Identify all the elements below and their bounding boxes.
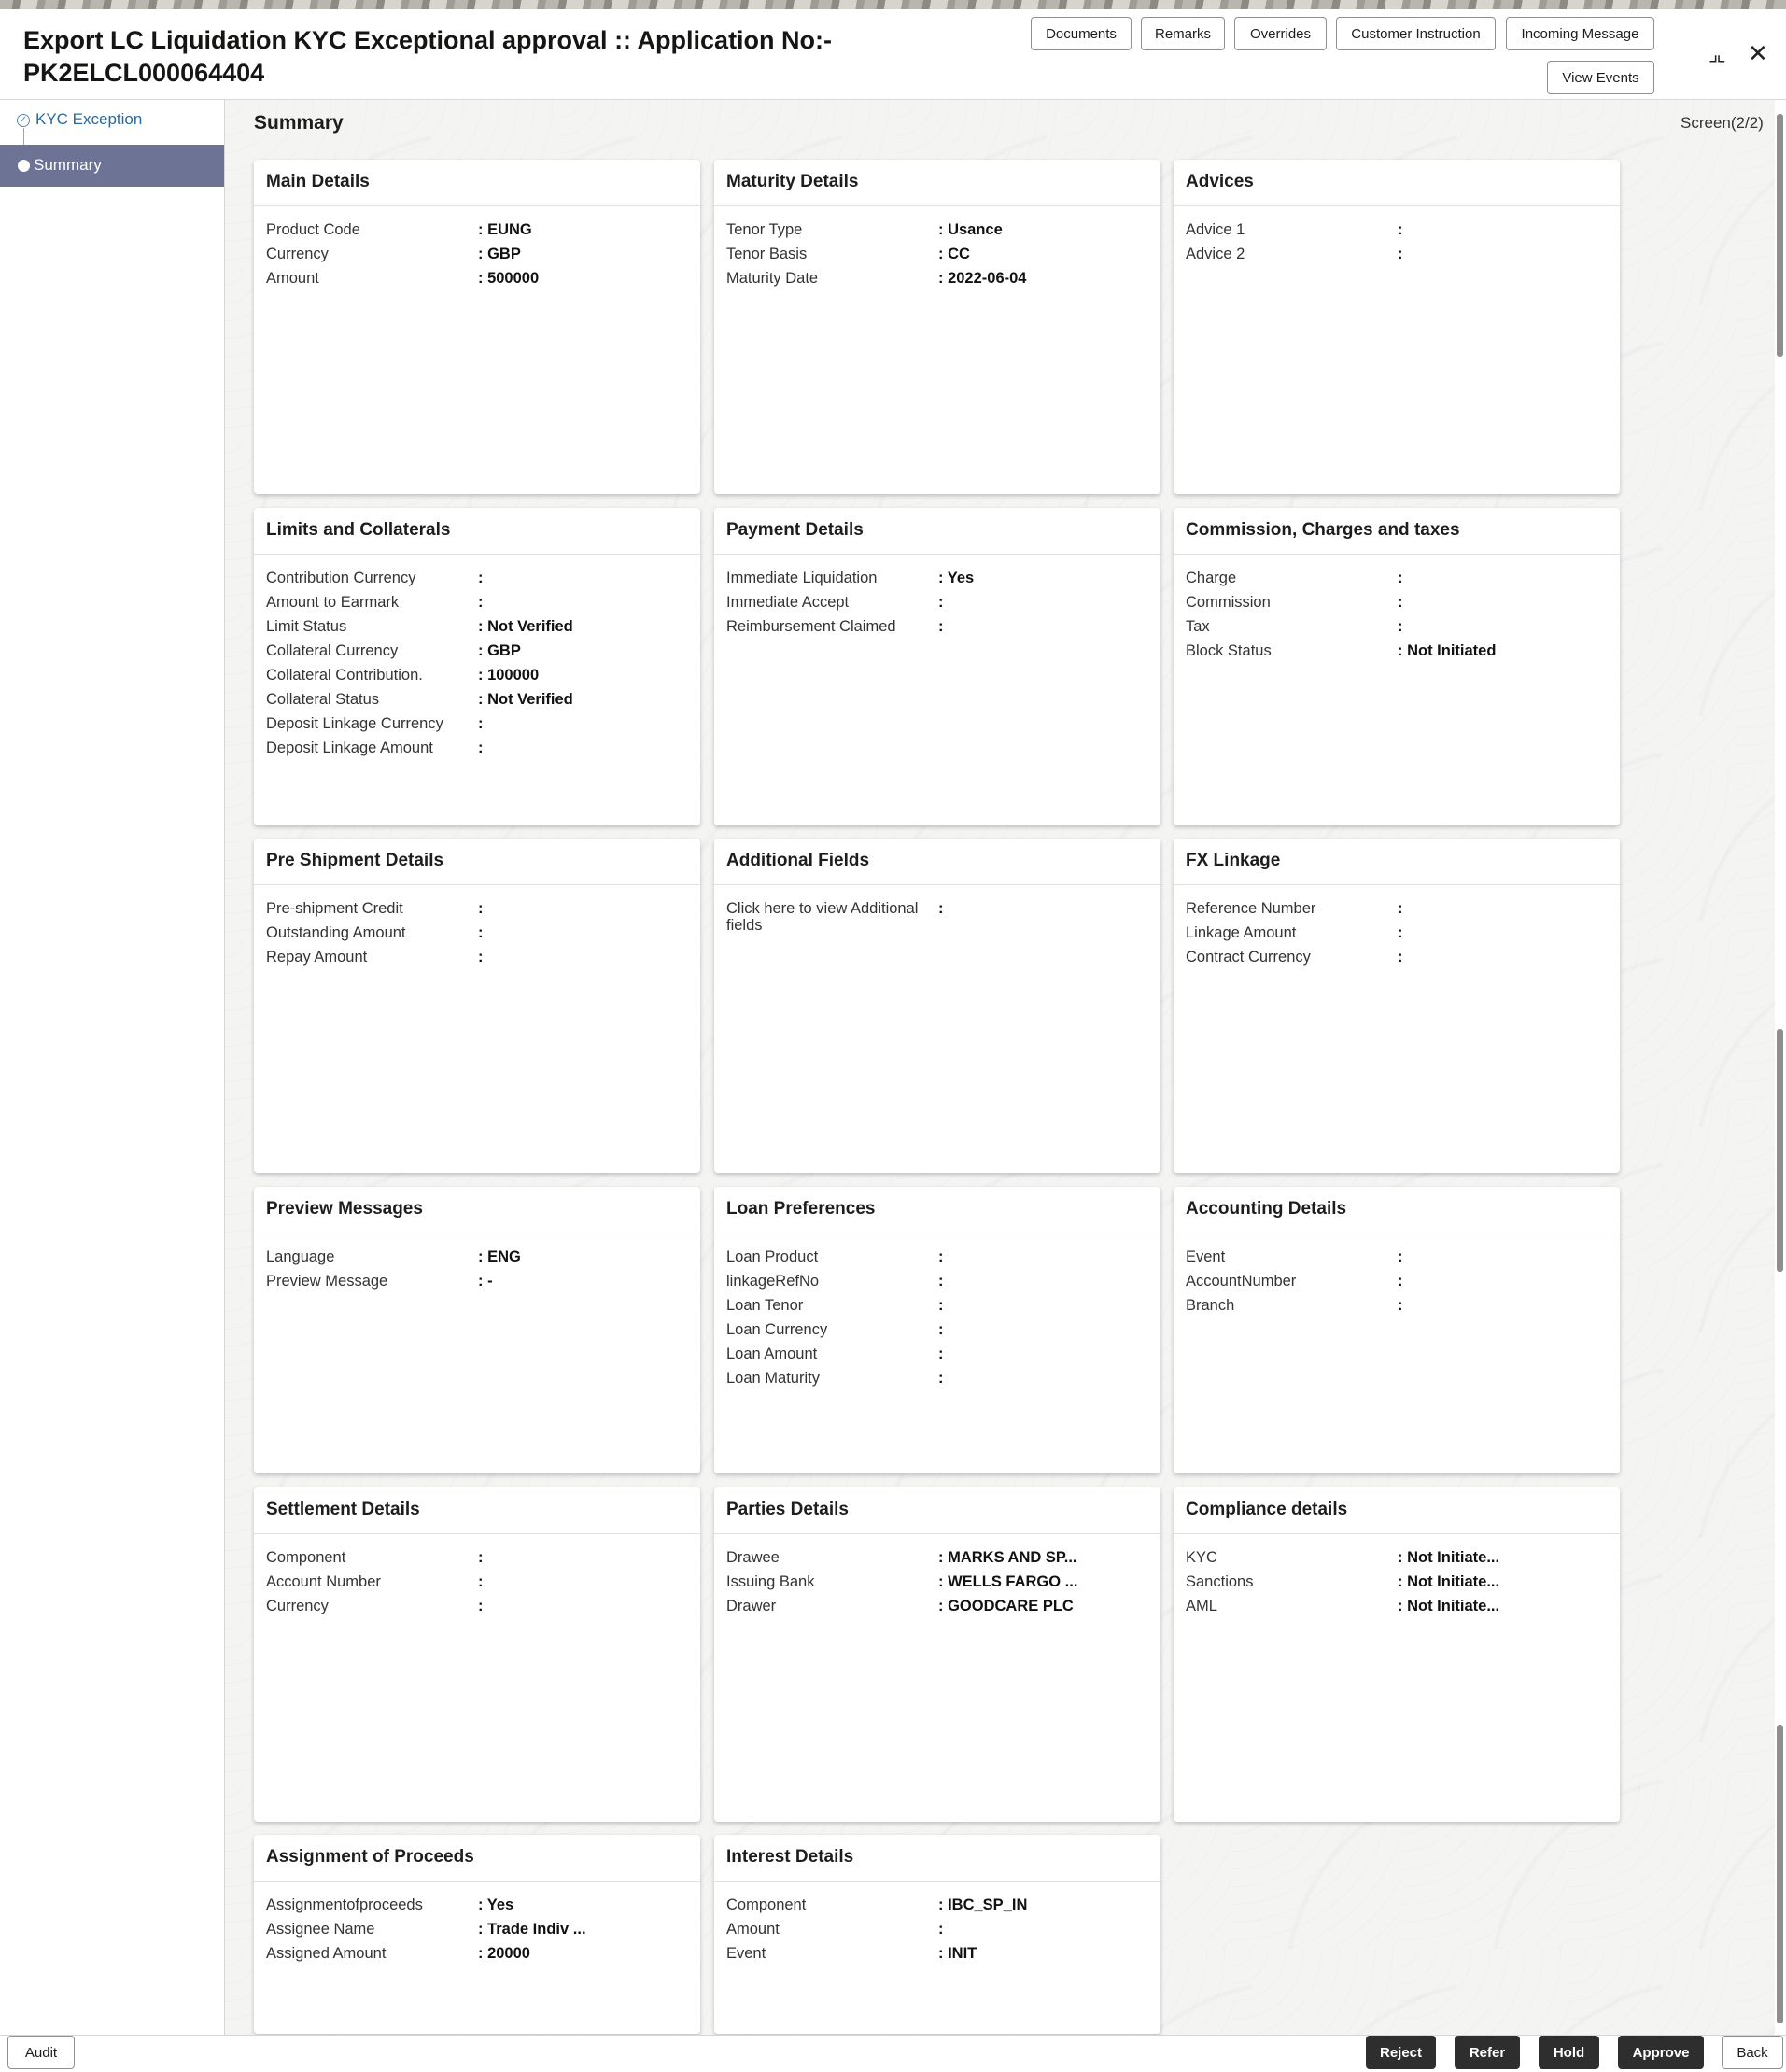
- reject-button[interactable]: Reject: [1366, 2036, 1436, 2069]
- field-row: [726, 246, 1149, 262]
- field-value: : Not Initiated: [1398, 642, 1497, 659]
- field-label: AccountNumber: [1186, 1273, 1297, 1290]
- field-value: :: [478, 570, 484, 586]
- field-label[interactable]: Click here to view Additional fields: [726, 900, 919, 934]
- field-label: Advice 1: [1186, 221, 1245, 238]
- field-row: [726, 1549, 1149, 1566]
- field-row: [726, 1945, 1149, 1962]
- documents-button[interactable]: Documents: [1031, 17, 1132, 50]
- field-label: Branch: [1186, 1297, 1235, 1314]
- field-label: Currency: [266, 246, 329, 262]
- card-pre-shipment-details: [254, 839, 700, 1173]
- field-label: Collateral Status: [266, 691, 380, 708]
- scrollbar-thumb[interactable]: [1777, 1029, 1783, 1272]
- field-label: Commission: [1186, 594, 1271, 611]
- field-value: :: [938, 618, 944, 635]
- field-value: :: [478, 1573, 484, 1590]
- field-row: [266, 1273, 689, 1290]
- field-row: [726, 1248, 1149, 1265]
- card-main-details: [254, 160, 700, 494]
- field-row: [726, 570, 1149, 586]
- field-label: Immediate Accept: [726, 594, 850, 611]
- field-value: :: [1398, 221, 1403, 238]
- field-label: Loan Maturity: [726, 1370, 820, 1387]
- field-value: :: [938, 1273, 944, 1290]
- field-row: [726, 221, 1149, 238]
- field-label: Loan Tenor: [726, 1297, 804, 1314]
- field-row: [266, 594, 689, 611]
- field-row: [726, 594, 1149, 611]
- card-title: Pre Shipment Details: [254, 839, 700, 885]
- field-label: Reimbursement Claimed: [726, 618, 896, 635]
- field-row: [266, 740, 689, 756]
- field-value: :: [938, 1248, 944, 1265]
- field-label: Preview Message: [266, 1273, 388, 1290]
- card-body: [254, 206, 700, 287]
- field-row: [1186, 594, 1609, 611]
- screen-indicator: Screen(2/2): [1681, 114, 1764, 132]
- card-maturity-details: [714, 160, 1160, 494]
- field-value: :: [938, 594, 944, 611]
- field-row: [266, 1549, 689, 1566]
- field-label: Drawee: [726, 1549, 780, 1566]
- card-additional-fields: [714, 839, 1160, 1173]
- field-value: : 2022-06-04: [938, 270, 1027, 287]
- field-value: : Not Initiate...: [1398, 1549, 1500, 1566]
- field-row: [266, 924, 689, 941]
- field-row: [1186, 924, 1609, 941]
- field-row: [266, 570, 689, 586]
- field-value: : INIT: [938, 1945, 977, 1962]
- field-value: :: [1398, 900, 1403, 917]
- field-label: Amount: [726, 1921, 780, 1938]
- field-label: Loan Product: [726, 1248, 819, 1265]
- card-limits-and-collaterals: [254, 508, 700, 825]
- field-value: :: [478, 715, 484, 732]
- card-body: [1174, 1534, 1620, 1614]
- field-row: [1186, 221, 1609, 238]
- field-value: : 20000: [478, 1945, 530, 1962]
- field-value: : Not Verified: [478, 691, 573, 708]
- field-label: Charge: [1186, 570, 1237, 586]
- field-label: Tenor Basis: [726, 246, 808, 262]
- field-label: Contract Currency: [1186, 949, 1311, 966]
- field-value: : Not Initiate...: [1398, 1573, 1500, 1590]
- scrollbar[interactable]: [1777, 114, 1784, 2028]
- field-row: [1186, 1549, 1609, 1566]
- field-row: [266, 1598, 689, 1614]
- card-body: [714, 206, 1160, 287]
- card-accounting-details: [1174, 1187, 1620, 1473]
- field-label: Reference Number: [1186, 900, 1316, 917]
- field-row: [726, 1896, 1149, 1913]
- card-body: [1174, 885, 1620, 966]
- field-label: Assigned Amount: [266, 1945, 387, 1962]
- audit-button[interactable]: Audit: [7, 2036, 75, 2069]
- card-body: [1174, 555, 1620, 659]
- field-row: [726, 618, 1149, 635]
- field-value: :: [1398, 246, 1403, 262]
- field-value: :: [1398, 924, 1403, 941]
- field-row: [726, 1273, 1149, 1290]
- field-value: : IBC_SP_IN: [938, 1896, 1028, 1913]
- field-label: Collateral Contribution.: [266, 667, 423, 684]
- card-title: Accounting Details: [1174, 1187, 1620, 1233]
- card-body: [254, 1882, 700, 1962]
- card-title: Advices: [1174, 160, 1620, 206]
- card-body: [254, 1534, 700, 1614]
- approve-button[interactable]: Approve: [1618, 2036, 1704, 2069]
- card-title: Loan Preferences: [714, 1187, 1160, 1233]
- card-title: Main Details: [254, 160, 700, 206]
- field-label: Event: [1186, 1248, 1226, 1265]
- field-label: Product Code: [266, 221, 360, 238]
- field-value: :: [1398, 618, 1403, 635]
- card-title: Preview Messages: [254, 1187, 700, 1233]
- sidebar: [0, 100, 225, 2035]
- field-value: : Not Initiate...: [1398, 1598, 1500, 1614]
- card-body: [714, 885, 1160, 934]
- field-value: : 100000: [478, 667, 540, 684]
- card-payment-details: [714, 508, 1160, 825]
- field-row: [726, 1370, 1149, 1387]
- field-row: [726, 1573, 1149, 1590]
- field-value: : GOODCARE PLC: [938, 1598, 1074, 1614]
- field-row: [1186, 1273, 1609, 1290]
- card-advices: [1174, 160, 1620, 494]
- card-title: Compliance details: [1174, 1487, 1620, 1534]
- field-row: [1186, 900, 1609, 917]
- field-row: [266, 1248, 689, 1265]
- field-row: [266, 618, 689, 635]
- field-value: :: [1398, 570, 1403, 586]
- card-parties-details: [714, 1487, 1160, 1822]
- card-title: Settlement Details: [254, 1487, 700, 1534]
- field-value: :: [478, 949, 484, 966]
- field-label: AML: [1186, 1598, 1217, 1614]
- field-label: Collateral Currency: [266, 642, 399, 659]
- field-row: [1186, 570, 1609, 586]
- field-row: [1186, 1598, 1609, 1614]
- field-label: Contribution Currency: [266, 570, 416, 586]
- card-body: [714, 1233, 1160, 1387]
- field-value: :: [478, 1598, 484, 1614]
- field-row: [266, 246, 689, 262]
- field-label: Drawer: [726, 1598, 777, 1614]
- field-value: :: [1398, 1273, 1403, 1290]
- field-label: Tax: [1186, 618, 1210, 635]
- field-row: [726, 1321, 1149, 1338]
- field-value: : Yes: [478, 1896, 514, 1913]
- field-label: Immediate Liquidation: [726, 570, 878, 586]
- scrollbar-thumb[interactable]: [1777, 114, 1783, 357]
- card-title: Payment Details: [714, 508, 1160, 555]
- field-row: [266, 1921, 689, 1938]
- field-row: [266, 1945, 689, 1962]
- field-value: :: [938, 900, 944, 917]
- field-value: : Usance: [938, 221, 1003, 238]
- field-value: :: [938, 1921, 944, 1938]
- close-icon[interactable]: ✕: [1748, 39, 1768, 67]
- field-value: : MARKS AND SP...: [938, 1549, 1077, 1566]
- field-value: :: [1398, 1297, 1403, 1314]
- field-value: :: [938, 1370, 944, 1387]
- field-value: :: [938, 1297, 944, 1314]
- refer-button[interactable]: Refer: [1455, 2036, 1520, 2069]
- field-value: : WELLS FARGO ...: [938, 1573, 1078, 1590]
- card-title: Maturity Details: [714, 160, 1160, 206]
- card-title: Interest Details: [714, 1835, 1160, 1882]
- card-body: [714, 1882, 1160, 1962]
- field-label: Linkage Amount: [1186, 924, 1297, 941]
- sidebar-step-label: KYC Exception: [35, 110, 143, 128]
- card-loan-preferences: [714, 1187, 1160, 1473]
- field-label: Deposit Linkage Currency: [266, 715, 443, 732]
- field-label: KYC: [1186, 1549, 1217, 1566]
- field-value: : 500000: [478, 270, 540, 287]
- field-value: :: [478, 924, 484, 941]
- field-label: Amount to Earmark: [266, 594, 400, 611]
- card-body: [714, 1534, 1160, 1614]
- section-title: Summary: [254, 112, 344, 134]
- field-row: [726, 1921, 1149, 1938]
- card-body: [714, 555, 1160, 635]
- view-events-button[interactable]: View Events: [1547, 61, 1654, 94]
- field-label: Sanctions: [1186, 1573, 1254, 1590]
- top-decorative-strip: [0, 0, 1786, 9]
- customer-instruction-button[interactable]: Customer Instruction: [1336, 17, 1496, 50]
- field-row: [266, 270, 689, 287]
- field-label: Currency: [266, 1598, 329, 1614]
- page-title: Export LC Liquidation KYC Exceptional approval :: Application No:- PK2ELCL000064404: [23, 26, 833, 87]
- field-label: Pre-shipment Credit: [266, 900, 403, 917]
- field-value: :: [478, 594, 484, 611]
- field-label: Event: [726, 1945, 766, 1962]
- card-body: [254, 1233, 700, 1290]
- field-label: Language: [266, 1248, 335, 1265]
- card-title: Assignment of Proceeds: [254, 1835, 700, 1882]
- field-value: : Trade Indiv ...: [478, 1921, 586, 1938]
- card-settlement-details: [254, 1487, 700, 1822]
- back-button[interactable]: Back: [1722, 2036, 1783, 2069]
- check-icon: ✓: [17, 114, 30, 127]
- field-label: Component: [726, 1896, 807, 1913]
- field-value: : -: [478, 1273, 493, 1290]
- field-row: [726, 1297, 1149, 1314]
- field-row: [1186, 1297, 1609, 1314]
- header-bar: [0, 9, 1786, 100]
- field-row: [266, 642, 689, 659]
- card-title: Commission, Charges and taxes: [1174, 508, 1620, 555]
- field-row: [726, 1598, 1149, 1614]
- card-assignment-of-proceeds: [254, 1835, 700, 2034]
- field-label: Limit Status: [266, 618, 347, 635]
- field-label: Account Number: [266, 1573, 381, 1590]
- field-row: [266, 667, 689, 684]
- field-row: [726, 270, 1149, 287]
- field-row: [1186, 949, 1609, 966]
- collapse-icon[interactable]: ⌟⌞: [1709, 42, 1724, 65]
- sidebar-step-kyc-exception[interactable]: [0, 103, 224, 140]
- card-preview-messages: [254, 1187, 700, 1473]
- incoming-message-button[interactable]: Incoming Message: [1506, 17, 1654, 50]
- field-row: [266, 1573, 689, 1590]
- field-value: :: [938, 1321, 944, 1338]
- field-value: :: [478, 900, 484, 917]
- field-label: Maturity Date: [726, 270, 819, 287]
- field-row: [726, 1346, 1149, 1362]
- field-row: [266, 900, 689, 917]
- field-label: Repay Amount: [266, 949, 368, 966]
- field-label: Assignmentofproceeds: [266, 1896, 423, 1913]
- sidebar-step-label: Summary: [34, 156, 102, 174]
- field-row: [266, 1896, 689, 1913]
- field-label: Advice 2: [1186, 246, 1245, 262]
- field-row: [266, 221, 689, 238]
- field-row: [266, 715, 689, 732]
- card-title: Parties Details: [714, 1487, 1160, 1534]
- card-body: [1174, 1233, 1620, 1314]
- field-row: [1186, 246, 1609, 262]
- field-label: Block Status: [1186, 642, 1272, 659]
- field-label: Assignee Name: [266, 1921, 375, 1938]
- overrides-button[interactable]: Overrides: [1234, 17, 1327, 50]
- active-dot-icon: [18, 160, 30, 172]
- scrollbar-thumb[interactable]: [1777, 1725, 1783, 2023]
- field-value: :: [1398, 949, 1403, 966]
- field-row: [1186, 1248, 1609, 1265]
- field-row: [726, 900, 1149, 934]
- card-compliance-details: [1174, 1487, 1620, 1822]
- field-label: Issuing Bank: [726, 1573, 815, 1590]
- field-value: : EUNG: [478, 221, 532, 238]
- card-title: Limits and Collaterals: [254, 508, 700, 555]
- field-row: [1186, 618, 1609, 635]
- field-value: :: [1398, 1248, 1403, 1265]
- field-value: :: [1398, 594, 1403, 611]
- card-body: [254, 555, 700, 756]
- card-body: [254, 885, 700, 966]
- field-label: Deposit Linkage Amount: [266, 740, 433, 756]
- card-fx-linkage: [1174, 839, 1620, 1173]
- field-row: [1186, 1573, 1609, 1590]
- field-label: linkageRefNo: [726, 1273, 820, 1290]
- hold-button[interactable]: Hold: [1539, 2036, 1599, 2069]
- field-row: [1186, 642, 1609, 659]
- field-value: :: [478, 740, 484, 756]
- field-value: : CC: [938, 246, 970, 262]
- field-value: : Not Verified: [478, 618, 573, 635]
- field-value: : Yes: [938, 570, 975, 586]
- field-label: Loan Currency: [726, 1321, 828, 1338]
- card-title: FX Linkage: [1174, 839, 1620, 885]
- field-label: Loan Amount: [726, 1346, 818, 1362]
- field-value: : GBP: [478, 246, 521, 262]
- field-label: Tenor Type: [726, 221, 803, 238]
- field-value: : GBP: [478, 642, 521, 659]
- card-title: Additional Fields: [714, 839, 1160, 885]
- field-row: [266, 949, 689, 966]
- field-value: :: [938, 1346, 944, 1362]
- card-interest-details: [714, 1835, 1160, 2034]
- remarks-button[interactable]: Remarks: [1141, 17, 1225, 50]
- field-label: Amount: [266, 270, 319, 287]
- field-row: [266, 691, 689, 708]
- field-label: Component: [266, 1549, 346, 1566]
- field-value: : ENG: [478, 1248, 521, 1265]
- field-label: Outstanding Amount: [266, 924, 406, 941]
- sidebar-step-summary[interactable]: [0, 145, 224, 187]
- card-body: [1174, 206, 1620, 262]
- field-value: :: [478, 1549, 484, 1566]
- card-commission-charges-and-taxes: [1174, 508, 1620, 825]
